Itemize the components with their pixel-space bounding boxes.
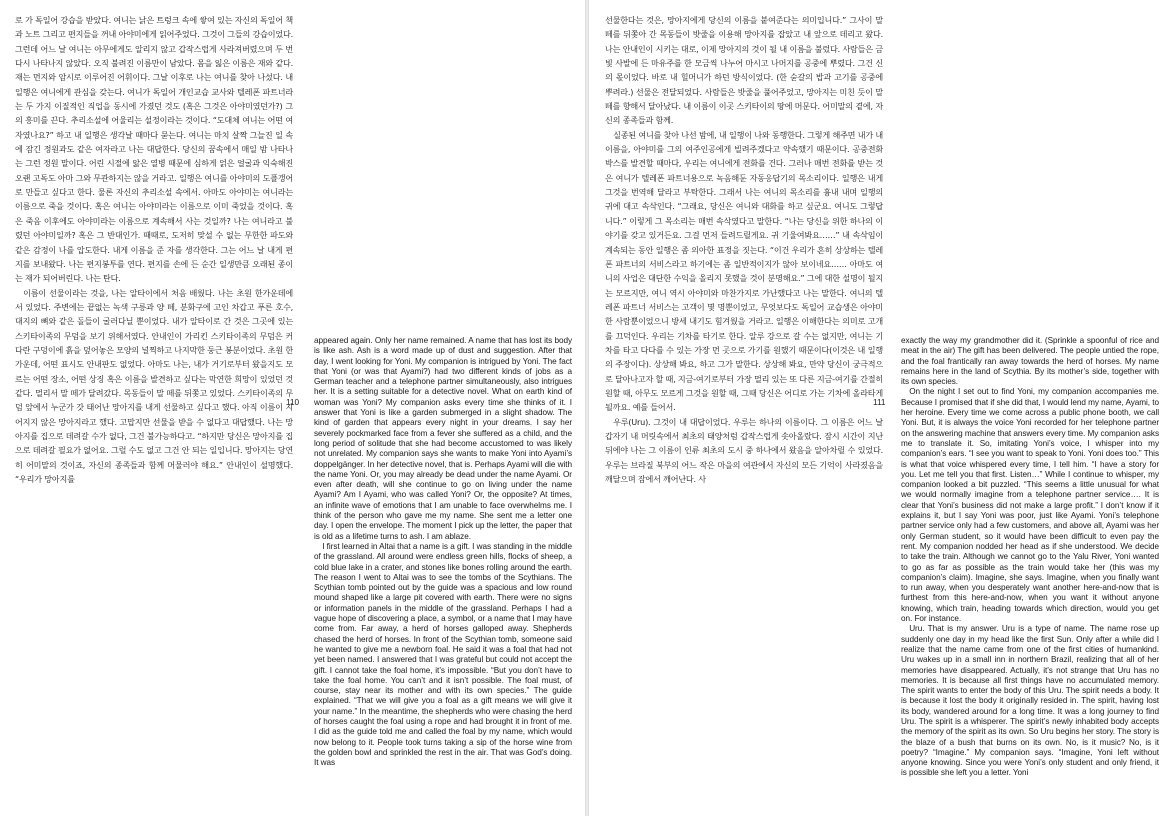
english-text-block xyxy=(901,336,1159,812)
korean-paragraph: 실종된 여니를 찾아 나선 밤에, 내 일행이 나와 동행한다. 그렇게 해주면 내가 내 이름을, 아야미를 그의 여주인공에게 빌려주겠다고 약속했기 때문이다. 공중전화 박스를 발견할 때마다, 우리는 여니에게 전화를 건다. 그러나 매번 전화를 받는 것은 여니가 텔레폰 파트너용으로 녹음해둔 자동응답기의 목소리이다. 일행은 내게 그것을 번역해 달라고 부탁한다. 그래서 나는 여니의 목소리를 흉내 내며 일행의 귀에 대고 속삭인다. “그래요, 당신은 여니와 대화를 하고 싶군요. 여니도 그렇답니다.” 이렇게 그 목소리는 매번 속삭였다고 말한다. “나는 당신을 위한 하나의 이야기를 갖고 있거든요. 그걸 먼저 들려드릴게요. 귀 기울여봐요……” 내 속삭임이 계속되는 동안 일행은 좀 의아한 표정을 짓는다. “이건 우리가 흔히 상상하는 텔레폰 파트너의 서비스라고 하기에는 좀 일반적이지가 않아 보이네요…… 아마도 여니의 사업은 대단한 수익을 올리지 못했을 것이 분명해요.” 그에 대한 설명이 될지는 모르지만, 여니 역시 아야미와 마찬가지로 가난했다고 나는 말한다. 여니의 텔레폰 파트너 서비스는 고객이 몇 명뿐이었고, 무엇보다도 독일어 교습생은 아야미 한 사람뿐이었으니 방세 내기도 힘겨웠을 거라고. 일행은 이해한다는 의미로 고개를 끄덕인다. 우리는 기차를 타기로 한다. 알루 강으로 갈 수는 없지만, 여니는 기차를 타고 다다를 수 있는 가장 먼 곳으로 가기를 원했기 때문이다(이것은 내 일행의 주장이다). 상상해 봐요, 하고 그가 말한다. 상상해 봐요, 만약 당신이 궁극적으로 달아나고자 할 때, 지금-여기로부터 가장 멀리 있는 또 다른 지금-여기를 간절히 원할 때, 아무도 모르게 그것을 원할 때, 그때 당신은 어디로 가는 기차에 올라타게 될까요. 예를 들어서. xyxy=(605,129,883,413)
korean-text-block xyxy=(15,13,293,484)
english-paragraph: I first learned in Altai that a name is a gift. I was standing in the middle of the grassland. All around were endless green hills, flocks of sheep, a cold blue lake in a crater, and stones like bones rolling around the earth. The reason I went to Altai was to see the tombs of the Scythians. The Scythian tomb pointed out by the guide was a spacious and low round mound shaped like a large pit covered with earth. There were no signs or information panels in the middle of the grassland. Perhaps I had a vague hope of discovering a place, a symbol, or a name that I may have come from. Far away, a herd of horses galloped away. Shepherds chased the herd of horses. In front of the Scythian tomb, someone said he wanted to give me a newborn foal. He said it was a foal that had not yet been named. I answered that I was grateful but could not accept the gift. I cannot take the foal home, it’s impossible. “But you don’t have to take the foal home. You can’t and it isn’t possible. The foal must, of course, stay near its mother and with its own species.” The guide explained. “That we will give you a foal as a gift means we will give it your name.” In the meantime, the shepherds who were chasing the herd of horses caught the foal using a rope and had brought it in front of me. I did as the guide told me and called the foal by my name, which would now belong to it. People took turns taking a sip of the horse wine from the golden bowl and sprinkled the rest in the air. That was God’s doing. It was xyxy=(314,541,572,768)
english-paragraph: On the night I set out to find Yoni, my companion accompanies me. Because I promised that if she did that, I would lend my name, Ayami, to her heroine. Every time we come across a public phone booth, we call Yoni. But, it is always the voice Yoni recorded for her telephone partner on the answering machine that answers every time. My companion asks me to translate it. So, imitating Yoni’s voice, I whisper into my companion’s ears. “I see you want to speak to Yoni. Yoni does too.” This is what that voice whispered every time, I tell him. “I have a story for you. Let me tell you that first. Listen…” While I continue to whisper, my companion looked a bit puzzled. “This seems a little unusual for what we would normally imagine from a telephone partner service…. It is clear that Yoni’s business did not make a large profit.” I don’t know if it explains it, but I say Yoni was poor, just like Ayami. Yoni’s telephone partner service only had a few customers, and above all, Ayami was her only German student, so it would have been difficult to even pay the rent. My companion nodded her head as if she understood. We decide to take the train. Although we cannot go to the Yalu River, Yoni wanted to go as far as possible as the train would take her (this was my companion’s claim). Imagine, she says. Imagine, when you finally want to run away, when you desperately want another here-and-now that is furthest from this here-and-now, when you want it without anyone knowing, which train, heading towards which direction, would you get on. For instance. xyxy=(901,387,1159,624)
korean-paragraph: 로 가 독일어 강습을 받았다. 여니는 낡은 트렁크 속에 쌓여 있는 자신의 독일어 책과 노트 그리고 편지들을 꺼내 아야미에게 읽어주었다. 그것이 그들의 강습이었다. 그런데 어느 날 여니는 아무에게도 알리지 않고 갑작스럽게 사라져버렸으며 두 번 다시 나타나지 않았다. 오직 불려진 이름만이 남았다. 몸을 잃은 이름은 재와 같다. 재는 먼지와 암시로 이루어진 어휘이다. 그날 이후로 나는 여니를 찾아 나섰다. 내 일행은 여니에게 관심을 갖는다. 여니가 독일어 개인교습 교사와 텔레폰 파트너라는 두 가지 이질적인 직업을 동시에 가졌던 것도 (혹은 그것은 아야미였던가?) 그의 흥미를 끈다. 추리소설에 어울리는 설정이라는 것이다. “도대체 여니는 어떤 여자였나요?” 하고 내 일행은 생각날 때마다 묻는다. 여니는 마치 살짝 그늘진 일 속에 잠긴 정원과도 같은 여자라고 나는 대답한다. 당신의 꿈속에서 매일 밤 나타나는 그런 정원 말이다. 어린 시절에 앓은 열병 때문에 심하게 얽은 얼굴과 익숙해진 오랜 고독도 아마 그와 무관하지는 않을 거라고. 일행은 여니를 아야미의 도플갱어로 만들고 싶다고 한다. 물론 자신의 추리소설 속에서. 아마도 아야미는 여니라는 이름으로 죽을 것이다. 혹은 여니는 아야미라는 이름으로 이미 죽었을 것이다. 혹은 죽음 이후에도 아야미라는 이름으로 계속해서 사는 것일까? 나는 여니라고 불렸던 아야미일까? 혹은 그 반대인가. 때때로, 도저히 맞설 수 없는 무한한 파도와 같은 감정이 나를 압도한다. 내게 이름을 준 자를 생각한다. 그는 어느 날 내게 편지를 보내왔다. 나는 편지봉투를 연다. 편지를 손에 든 순간 일생만큼 오래된 종이는 재가 되어버린다. 나는 탄다. xyxy=(15,15,293,284)
korean-paragraph: 이름이 선물이라는 것을, 나는 알타이에서 처음 배웠다. 나는 초원 한가운데에 서 있었다. 주변에는 끝없는 녹색 구릉과 양 떼, 분화구에 고인 차갑고 푸른 호수, 대지의 뼈와 같은 돌들이 굴러다닐 뿐이었다. 내가 알타이로 간 것은 그곳에 있는 스키타이족의 무덤을 보기 위해서였다. 안내인이 가리킨 스키타이족의 무덤은 커다란 구덩이에 흙을 덮어놓은 모양의 널찍하고 나지막한 둥근 봉분이었다. 초원 한가운데, 어떤 표시도 안내판도 없었다. 아마도 나는, 내가 거기로부터 왔을지도 모르는 어떤 장소, 어떤 상징 혹은 이름을 발견하고 싶다는 막연한 희망이 있었던 것 같다. 멀리서 말 떼가 달려갔다. 목동들이 말 떼를 뒤쫓고 있었다. 스키타이족의 무덤 앞에서 누군가 갓 태어난 망아지를 내게 선물하고 싶다고 했다. 아직 이름이 지어지지 않은 망아지라고 했다. 고맙지만 선물을 받을 수 없다고 대답했다. 나는 망아지를 집으로 데려갈 수가 없다, 그건 불가능하다고. “하지만 당신은 망아지를 집으로 데려갈 필요가 없어요. 그럴 수도 없고 그건 안 되는 일입니다. 망아지는 당연히 어미말의 것이죠, 자신의 종족들과 함께 머물러야 해요.” 안내인이 설명했다. “우리가 망아지를 xyxy=(15,287,293,484)
right-page xyxy=(589,0,1174,816)
left-page xyxy=(0,0,585,816)
english-paragraph: exactly the way my grandmother did it. (Sprinkle a spoonful of rice and meat in the air) The gift has been delivered. The people untied the rope, and the foal frantically ran away towards the herd of horses. My name remains here in the land of Scythia. By its mother’s side, together with its own species. xyxy=(901,336,1159,387)
korean-text-block xyxy=(605,13,886,484)
page-number: 111 xyxy=(873,398,886,407)
english-paragraph: Uru. That is my answer. Uru is a type of name. The name rose up suddenly one day in my head like the first Sun. Only after a while did I realize that the name came from one of the first cities of humankind. Uru wakes up in a small inn in northern Brazil, realizing that all of her memories have disappeared. Actually, it’s not strange that Uru has no memories. It is because all first things have no accumulated memory. The spirit wants to enter the body of this Uru. The spirit needs a body. It is because it lost the body it originally resided in. The spirit, having lost its body, wandered around for a long time. It was a long journey to find Uru. The spirit is a whisperer. The spirit’s newly inhabited body accepts the memory of the spirit as its own. So Uru begins her story. The story is the blaze of a bush that burns on its own. No, is it music? No, is it poetry? “Imagine.” My companion says. “Imagine, Yoni left without anyone knowing. Since you were Yoni’s only student and only friend, it is possible she left you a letter. Yoni xyxy=(901,624,1159,778)
english-text-block xyxy=(314,336,572,812)
korean-paragraph: 선물한다는 것은, 망아지에게 당신의 이름을 붙여준다는 의미입니다.” 그사이 말 떼를 뒤쫓아 간 목동들이 밧줄을 이용해 망아지를 잡았고 내 앞으로 데리고 왔다. 나는 안내인이 시키는 대로, 이제 망아지의 것이 될 내 이름을 불렀다. 사람들은 금빛 사발에 든 마유주를 한 모금씩 나누어 마시고 나머지를 공중에 뿌렸다. 그건 신의 몫이었다. 바로 내 힐머니가 하던 방식이었다. (한 숟갈의 밥과 고기를 공중에 뿌려라.) 선물은 전달되었다. 사람들은 밧줄을 풀어주었고, 망아지는 미친 듯이 말 떼를 향해서 달아났다. 내 이름이 이곳 스키타이의 땅에 머문다. 어미말의 곁에, 자신의 종족들과 함께. xyxy=(605,15,883,126)
korean-paragraph: 우루(Uru). 그것이 내 대답이었다. 우루는 하나의 이름이다. 그 이름은 어느 날 갑자기 내 머릿속에서 최초의 태양처럼 갑작스럽게 솟아올랐다. 잠시 시간이 지난 뒤에야 나는 그 이름이 인류 최초의 도시 중 하나에서 왔음을 알아차릴 수 있었다. 우루는 브라질 북부의 어느 작은 마을의 여관에서 자신의 모든 기억이 사라졌음을 깨달으며 잠에서 깨어난다. 사 xyxy=(605,416,883,484)
english-paragraph: appeared again. Only her name remained. A name that has lost its body is like ash. Ash is a word made up of dust and suggestion. After that day, I went looking for Yoni. My companion is intrigued by Yoni. The fact that Yoni (or was that Ayami?) had two different kinds of jobs as a German teacher and a telephone partner simultaneously, also intrigues her. It is a setting suitable for a detective novel. What on earth kind of woman was Yoni? My companion asks every time she thinks of it. I answer that Yoni is like a garden submerged in a slight shadow. The kind of garden that appears every night in your dreams. I say her severely pockmarked face from a fever she suffered as a child, and the long period of solitude that she had become accustomed to was likely not unrelated. My companion says she wants to make Yoni into Ayami’s doppelgänger. In her detective novel, that is. Perhaps Ayami will die with the name Yoni. Or, you may already be dead under the name Ayami. Or even after death, will she continue to go on living under the name Ayami? Am I Ayami, who was called Yoni? Or, the opposite? At times, an infinite wave of emotions that I am unable to face overwhelms me. I think of the person who gave me my name. She sent me a letter one day. I open the envelope. The moment I pick up the letter, the paper that is old as a lifetime turns to ash. I am ablaze. xyxy=(314,336,572,541)
page-number: 110 xyxy=(286,398,300,407)
